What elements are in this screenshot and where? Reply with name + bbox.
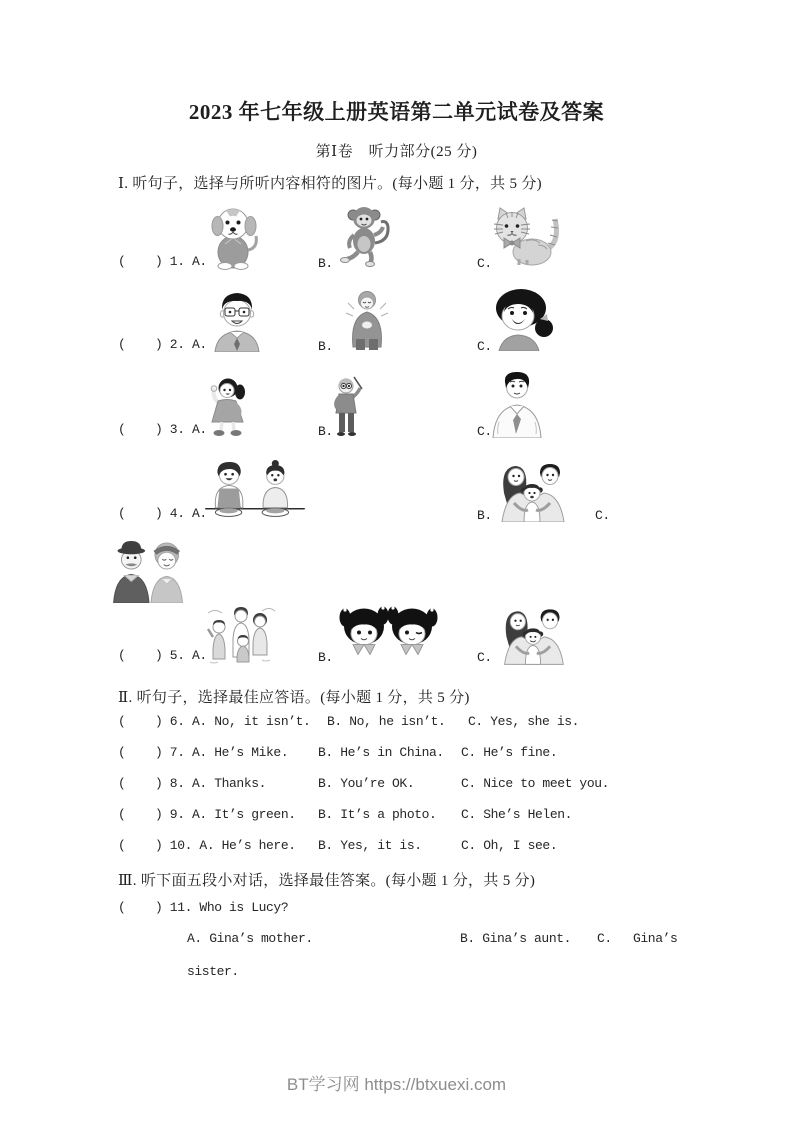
cat-graphic: [486, 207, 564, 267]
family-of-three-graphic-2: [497, 604, 569, 665]
q1-option-b-label: B.: [318, 256, 333, 271]
q7-option-c: C. He’s fine.: [461, 745, 558, 760]
girl-with-ponytail-image: [487, 286, 557, 351]
q2-option-b-label: B.: [318, 339, 333, 354]
q5-answer-prefix: ( ) 5. A.: [118, 648, 207, 663]
twin-girls-image: [337, 602, 439, 663]
q10-option-b: B. Yes, it is.: [318, 838, 422, 853]
q11-option-b: B. Gina’s aunt.: [460, 931, 572, 946]
q10-option-c: C. Oh, I see.: [461, 838, 558, 853]
q6-option-b: B. No, he isn’t.: [327, 714, 446, 729]
family-of-three-image-2: [497, 604, 569, 665]
q9-option-b: B. It’s a photo.: [318, 807, 437, 822]
family-of-three-graphic: [494, 459, 570, 522]
children-eating-at-table-graphic: [205, 460, 305, 523]
old-teacher-with-pointer-image: [327, 375, 369, 438]
section2-heading: Ⅱ. 听句子，选择最佳应答语。(每小题 1 分，共 5 分): [118, 690, 470, 706]
family-of-four-graphic: [202, 605, 284, 665]
q8-option-b: B. You’re OK.: [318, 776, 415, 791]
q1-answer-prefix: ( ) 1. A.: [118, 254, 207, 269]
young-man-with-tie-image: [486, 370, 548, 438]
q8-option-a: ( ) 8. A. Thanks.: [118, 776, 267, 791]
q6-option-a: ( ) 6. A. No, it isn’t.: [118, 714, 311, 729]
monkey-image: [337, 203, 393, 267]
q7-option-a: ( ) 7. A. He’s Mike.: [118, 745, 289, 760]
q11-option-a: A. Gina’s mother.: [187, 931, 313, 946]
q3-option-b-label: B.: [318, 424, 333, 439]
puppy-dog-image: [205, 205, 263, 270]
site-watermark: BT学习网 https://btxuexi.com: [286, 1075, 507, 1094]
family-of-three-image: [494, 459, 570, 522]
q3-answer-prefix: ( ) 3. A.: [118, 422, 207, 437]
elderly-person-bowing-image: [342, 289, 392, 351]
girl-waving-image: [202, 377, 258, 438]
q4-option-c-label: C.: [595, 508, 610, 523]
q11-option-c-label: C.: [597, 931, 612, 946]
q11-option-c-continuation: sister.: [187, 964, 239, 979]
q5-option-c-label: C.: [477, 650, 492, 665]
q10-option-a: ( ) 10. A. He’s here.: [118, 838, 296, 853]
q3-option-c-label: C.: [477, 424, 492, 439]
q5-option-b-label: B.: [318, 650, 333, 665]
q8-option-c: C. Nice to meet you.: [461, 776, 610, 791]
q9-option-a: ( ) 9. A. It’s green.: [118, 807, 296, 822]
page-title: 2023 年七年级上册英语第二单元试卷及答案: [188, 100, 605, 124]
section1-heading: Ⅰ. 听句子，选择与所听内容相符的图片。(每小题 1 分，共 5 分): [118, 176, 542, 192]
old-teacher-with-pointer-graphic: [327, 375, 369, 438]
elderly-person-bowing-graphic: [342, 289, 392, 351]
q11-question: ( ) 11. Who is Lucy?: [118, 900, 289, 915]
girl-waving-graphic: [202, 377, 258, 438]
young-man-with-tie-graphic: [486, 370, 548, 438]
q2-answer-prefix: ( ) 2. A.: [118, 337, 207, 352]
q6-option-c: C. Yes, she is.: [468, 714, 580, 729]
girl-with-ponytail-graphic: [487, 286, 557, 351]
elderly-couple-graphic: [107, 539, 193, 603]
man-with-glasses-image: [210, 288, 264, 352]
puppy-dog-graphic: [205, 205, 263, 270]
q9-option-c: C. She’s Helen.: [461, 807, 573, 822]
twin-girls-graphic: [337, 602, 439, 663]
children-eating-at-table-image: [205, 460, 305, 523]
paper-part-heading: 第Ⅰ卷 听力部分(25 分): [315, 144, 478, 160]
elderly-couple-image: [107, 539, 193, 603]
section3-heading: Ⅲ. 听下面五段小对话，选择最佳答案。(每小题 1 分，共 5 分): [118, 873, 536, 889]
q2-option-c-label: C.: [477, 339, 492, 354]
q1-option-c-label: C.: [477, 256, 492, 271]
q4-option-b-label: B.: [477, 508, 492, 523]
q4-answer-prefix: ( ) 4. A.: [118, 506, 207, 521]
monkey-graphic: [337, 203, 393, 267]
cat-image: [486, 207, 564, 267]
family-of-four-image: [202, 605, 284, 665]
man-with-glasses-graphic: [210, 288, 264, 352]
q11-option-c-text: Gina’s: [633, 931, 678, 946]
q7-option-b: B. He’s in China.: [318, 745, 444, 760]
